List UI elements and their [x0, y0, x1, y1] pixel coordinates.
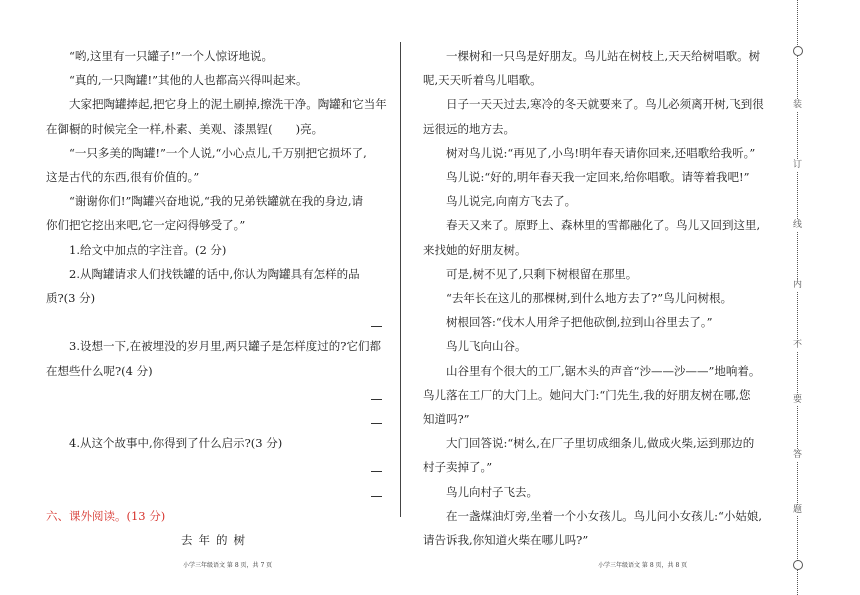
- story-paragraph: 村子卖掉了。”: [423, 460, 493, 475]
- story-paragraph: 一棵树和一只鸟是好朋友。鸟儿站在树枝上,天天给树唱歌。树: [446, 49, 761, 63]
- story-paragraph: 日子一天天过去,寒冷的冬天就要来了。鸟儿必须离开树,飞到很: [446, 97, 764, 112]
- passage-paragraph: “一只多美的陶罐!”一个人说,“小心点儿,千万别把它损坏了,: [69, 145, 367, 160]
- passage-paragraph: “谢谢你们!”陶罐兴奋地说,“我的兄弟铁罐就在我的身边,请: [69, 194, 364, 209]
- story-paragraph: 大门回答说:“树么,在厂子里切成细条儿,做成火柴,运到那边的: [446, 436, 755, 451]
- story-paragraph: 山谷里有个很大的工厂,锯木头的声音“沙——沙——”地响着。: [446, 363, 761, 378]
- column-divider: [400, 42, 401, 517]
- binding-mark: 装: [792, 100, 802, 110]
- binding-mark: 不: [792, 340, 802, 350]
- story-title: 去年的树: [181, 532, 251, 547]
- left-column: [46, 44, 386, 552]
- story-paragraph: 鸟儿说完,向南方飞去了。: [446, 194, 577, 209]
- story-paragraph: 知道吗?”: [423, 412, 470, 427]
- passage-paragraph: 这是古代的东西,很有价值的。”: [46, 170, 200, 185]
- binding-mark: 答: [792, 450, 802, 460]
- question-3-continued: 在想些什么呢?(4 分): [46, 363, 153, 378]
- passage-paragraph: 大家把陶罐捧起,把它身上的泥土刷掉,擦洗干净。陶罐和它当年: [69, 97, 387, 112]
- story-paragraph: 春天又来了。原野上、森林里的雪都融化了。鸟儿又回到这里,: [446, 218, 761, 233]
- story-paragraph: 树根回答:“伐木人用斧子把他砍倒,拉到山谷里去了。”: [446, 315, 713, 330]
- answer-line[interactable]: [46, 383, 386, 407]
- page-footer-left: 小学三年级语文 第 8 页，共 7 页: [183, 562, 273, 569]
- story-paragraph: “去年长在这儿的那棵树,到什么地方去了?”鸟儿问树根。: [446, 291, 733, 306]
- passage-paragraph: “真的,一只陶罐!”其他的人也都高兴得叫起来。: [69, 73, 308, 88]
- passage-paragraph: “哟,这里有一只罐子!”一个人惊讶地说。: [69, 49, 274, 63]
- answer-line[interactable]: [46, 310, 386, 334]
- binding-mark: 题: [792, 505, 802, 515]
- binding-hole-icon: [793, 46, 803, 56]
- story-paragraph: 请告诉我,你知道火柴在哪儿吗?”: [423, 533, 589, 548]
- question-1: 1.给文中加点的字注音。(2 分): [69, 242, 227, 257]
- answer-line[interactable]: [46, 480, 386, 504]
- binding-line: [790, 0, 806, 595]
- question-3: 3.设想一下,在被埋没的岁月里,两只罐子是怎样度过的?它们都: [69, 339, 381, 354]
- story-paragraph: 远很远的地方去。: [423, 121, 515, 136]
- story-paragraph: 树对鸟儿说:“再见了,小鸟!明年春天请你回来,还唱歌给我听。”: [446, 145, 756, 160]
- passage-paragraph: 你们把它挖出来吧,它一定闷得够受了。”: [46, 218, 246, 233]
- story-paragraph: 可是,树不见了,只剩下树根留在那里。: [446, 266, 638, 281]
- story-paragraph: 鸟儿说:“好的,明年春天我一定回来,给你唱歌。请等着我吧!”: [446, 170, 750, 185]
- binding-hole-icon: [793, 560, 803, 570]
- story-paragraph: 呢,天天听着鸟儿唱歌。: [423, 73, 542, 88]
- question-4: 4.从这个故事中,你得到了什么启示?(3 分): [69, 436, 283, 451]
- question-2: 2.从陶罐请求人们找铁罐的话中,你认为陶罐具有怎样的品: [69, 266, 360, 281]
- story-paragraph: 鸟儿落在工厂的大门上。她问大门:“门先生,我的好朋友树在哪,您: [423, 387, 751, 402]
- binding-mark: 内: [792, 280, 802, 290]
- answer-line[interactable]: [46, 455, 386, 479]
- right-column: [423, 44, 768, 552]
- binding-mark: 要: [792, 395, 802, 405]
- story-paragraph: 在一盏煤油灯旁,坐着一个小女孩儿。鸟儿问小女孩儿:“小姑娘,: [446, 508, 763, 523]
- story-paragraph: 来找她的好朋友树。: [423, 242, 527, 257]
- page-footer-right: 小学三年级语文 第 8 页，共 8 页: [598, 562, 688, 569]
- answer-line[interactable]: [46, 407, 386, 431]
- question-2-continued: 质?(3 分): [46, 291, 96, 306]
- binding-mark: 订: [792, 160, 802, 170]
- binding-mark: 线: [792, 220, 802, 230]
- section-heading: 六、课外阅读。(13 分): [46, 508, 166, 523]
- passage-paragraph: 在御橱的时候完全一样,朴素、美观、漆黑锃( )亮。: [46, 121, 324, 136]
- story-paragraph: 鸟儿向村子飞去。: [446, 484, 538, 499]
- story-paragraph: 鸟儿飞向山谷。: [446, 339, 527, 354]
